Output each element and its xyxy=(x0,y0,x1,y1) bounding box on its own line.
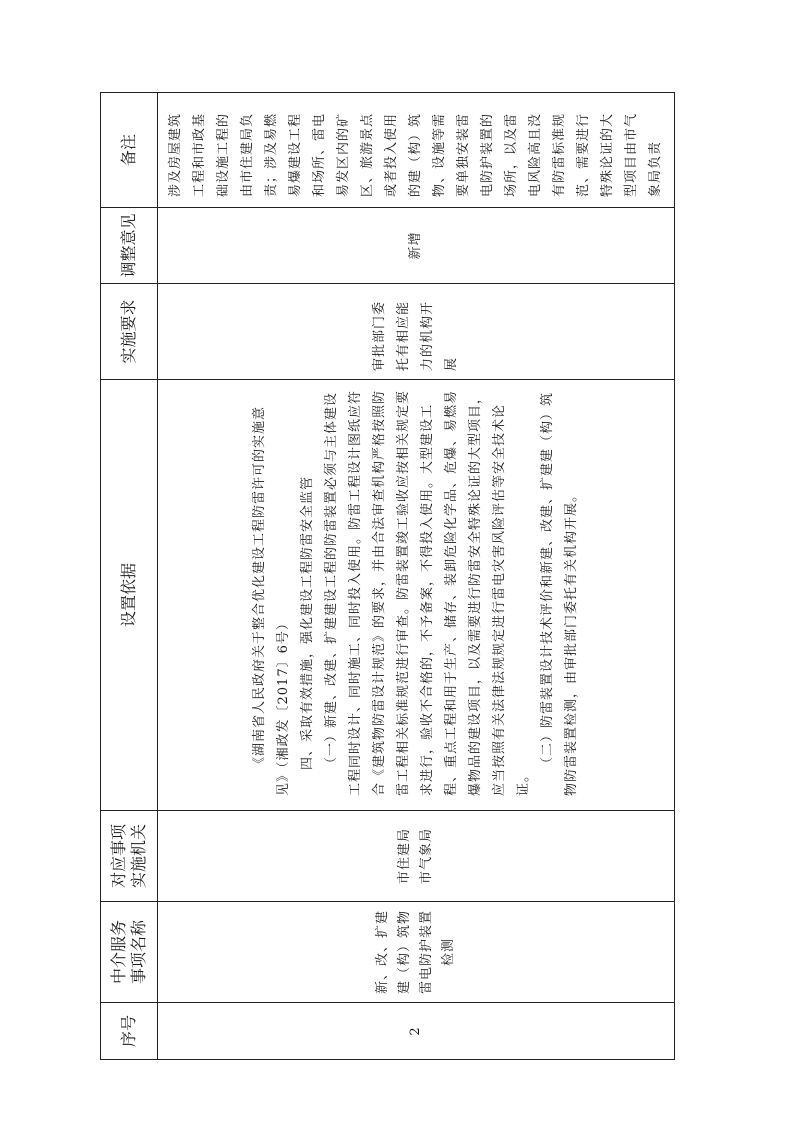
row-adjustment: 新增 xyxy=(158,208,675,284)
header-org-line1: 对应事项 xyxy=(109,824,128,889)
row-requirement: 审批部门委托有相应能力的机构开展 xyxy=(158,284,675,380)
basis-paragraph-4: （二）防雷装置设计技术评价和新建、改建、扩建建（构）筑物防雷装置检测，由审批部门委托有关机构开展。 xyxy=(540,391,579,796)
header-name-line2: 事项名称 xyxy=(129,920,148,985)
row-org-line1: 市住建局 xyxy=(397,828,412,885)
basis-paragraph-3: （一）新建、改建、扩建建设工程的防雷装置必须与主体建设工程同时设计、同时施工、同时投入使用。防雷工程设计图纸应符合《建筑物防雷设计规范》的要求，并由合法审查机构严格按照防雷工程相关标准规范进行审查。防雷装置竣工验收应按相关规定要求进行，验收不合格的，不予备案，不得投入使用。大型建设工程、重点工程和用于生产、储存、装卸危险化学品、危爆、易燃易爆物品的建设项目，以及需要进行防雷安全特殊论证的大型项目，应当按照有关法律法规规定进行雷电灾害风险评估等安全技术论证。 xyxy=(324,389,531,796)
row-no: 2 xyxy=(158,1003,675,1060)
basis-paragraph-2: 四、采取有效措施，强化建设工程防雷安全监管 xyxy=(300,475,315,770)
service-items-table xyxy=(100,92,675,1060)
header-org-line2: 实施机关 xyxy=(129,824,148,889)
row-note: 涉及房屋建筑工程和市政基础设施工程的由市住建局负责；涉及易燃易爆建设工程和场所、雷电易发区内的矿区、旅游景点或者投入使用的建（构）筑物、设施等需要单独安装雷电防护装置的场所，以及雷电风险高且没有防雷标准规范、需要进行特殊论证的大型项目由市气象局负责 xyxy=(158,93,675,208)
header-org xyxy=(101,811,158,902)
header-no: 序号 xyxy=(101,1003,158,1060)
basis-paragraph-1: 《湖南省人民政府关于整合优化建设工程防雷许可的实施意见》（湘政发〔2017〕6号） xyxy=(252,405,291,796)
row-org xyxy=(158,811,675,902)
header-basis: 设置依据 xyxy=(101,380,158,811)
row-name: 新、改、扩建建（构）筑物雷电防护装置检测 xyxy=(158,902,675,1003)
row-basis xyxy=(158,380,675,811)
header-name xyxy=(101,902,158,1003)
header-requirement: 实施要求 xyxy=(101,284,158,380)
row-org-line2: 市气象局 xyxy=(419,828,434,885)
rotated-table-wrapper xyxy=(100,100,670,1060)
header-name-line1: 中介服务 xyxy=(109,920,128,985)
header-adjustment: 调整意见 xyxy=(101,208,158,284)
table-header-row xyxy=(101,93,158,1060)
table-row xyxy=(158,93,675,1060)
header-note: 备注 xyxy=(101,93,158,208)
